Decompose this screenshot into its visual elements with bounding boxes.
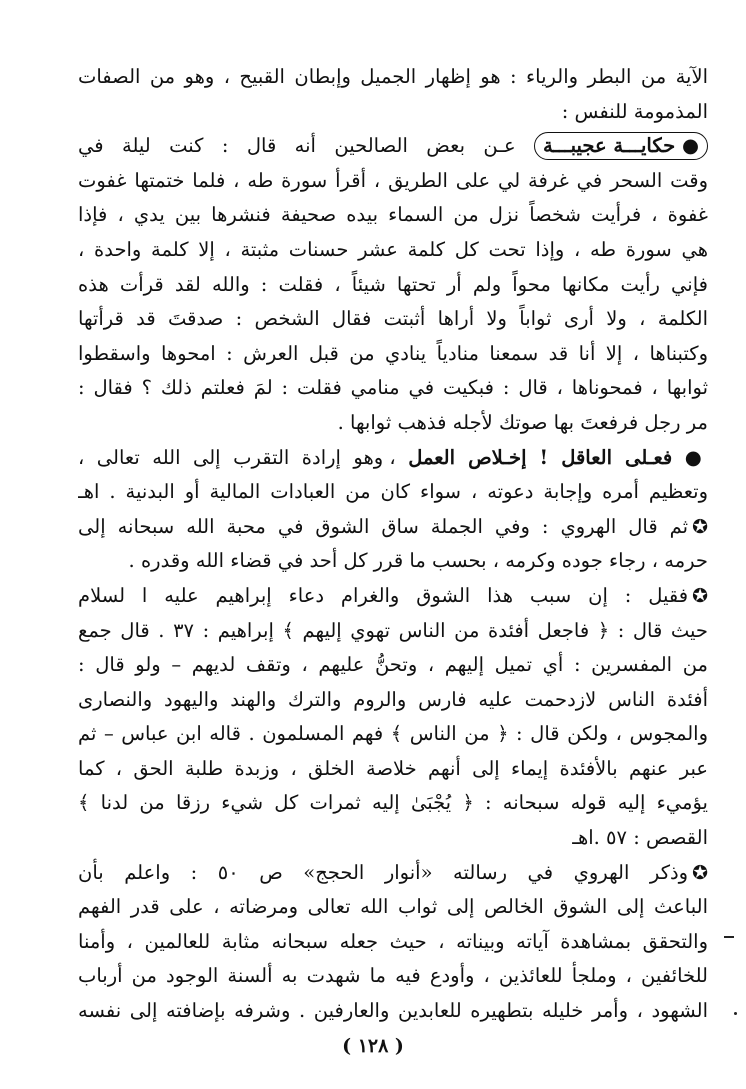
harawi-line (78, 510, 708, 545)
text-line: مر رجل فرفعتَ بها صوتك لأجله فذهب ثوابها . (337, 410, 708, 434)
star-bullet-icon: ✪ (692, 861, 708, 884)
text-line: الكلمة ، ولا أرى ثواباً ولا أراها أثبتت فقال الشخص : صدقتَ قد قرأتها (78, 307, 708, 331)
qil-line (78, 579, 708, 614)
story-line (78, 129, 708, 164)
text-line: حيث قال : ﴿ فاجعل أفئدة من الناس تهوي إليهم ﴾ إبراهيم : ٣٧ . قال جمع (78, 618, 708, 642)
text-line: من المفسرين : أي تميل إليهم ، وتحنُّ عليهم ، وتقف لديهم – ولو قال : (78, 653, 708, 677)
text-line: والتحقق بمشاهدة آياته وبيناته ، حيث جعله سبحانه مثابة للعالمين ، وأمنا (78, 929, 708, 953)
text-line: غفوة ، فرأيت شخصاً نزل من السماء بيده صحيفة فنشرها بين يدي ، فإذا (78, 203, 708, 227)
qil-text: فقيل : إن سبب هذا الشوق والغرام دعاء إبراهيم عليه ا لسلام (78, 583, 689, 607)
harawi-text: ثم قال الهروي : وفي الجملة ساق الشوق في محبة الله سبحانه إلى (78, 514, 689, 538)
text-line: وقت السحر في غرفة لي على الطريق ، أقرأ سورة طه ، فلما ختمتها غفوت (78, 168, 708, 192)
text-line: المذمومة للنفس : (561, 99, 708, 123)
margin-dot (734, 1012, 737, 1015)
star-bullet-icon: ✪ (692, 584, 708, 607)
text-line: القصص : ٥٧ .اهـ (572, 826, 708, 850)
story-heading: حكايـــة عجيبـــة (543, 134, 676, 158)
text-line: ثوابها ، فمحوناها ، قال : فبكيت في منامي فقلت : لمَ فعلتم ذلك ؟ فقال : (78, 376, 708, 400)
bullet-icon: ● (684, 445, 708, 469)
dhakar-line (78, 856, 708, 891)
text-line: للخائفين ، وملجأ للعائذين ، وأودع فيه ما شهدت به ألسنة الوجود من أرباب (78, 964, 708, 988)
text-line: يؤميء إليه قوله سبحانه : ﴿ يُجْبَىٰ إليه ثمرات كل شيء رزقا من لدنا ﴾ (78, 791, 708, 815)
dhakar-text: وذكر الهروي في رسالته «أنوار الحجج» ص ٥٠ : واعلم بأن (78, 860, 689, 884)
star-bullet-icon: ✪ (692, 515, 708, 538)
story-heading-box (534, 132, 708, 160)
margin-mark (724, 936, 734, 938)
ikhlas-line (78, 441, 708, 476)
text-line: الشهود ، وأمر خليله بتطهيره للعابدين والعارفين . وشرفه بإضافته إلى نفسه (78, 999, 708, 1023)
page-body (78, 60, 708, 1023)
text-line: هي سورة طه ، وإذا تحت كل كلمة عشر حسنات مثبتة ، إلا كلمة واحدة ، (78, 237, 708, 261)
ikhlas-heading: فعـلى العاقل ! إخـلاص العمل (408, 445, 673, 469)
text-line: حرمه ، رجاء جوده وكرمه ، بحسب ما قرر كل أحد في قضاء الله وقدره . (128, 549, 708, 573)
text-line: فإني رأيت مكانها محواً ولم أر تحتها شيئاً ، فقلت : والله لقد قرأت هذه (78, 272, 708, 296)
text-line: والمجوس ، ولكن قال : ﴿ من الناس ﴾ فهم المسلمون . قاله ابن عباس – ثم (78, 722, 708, 746)
text-line: وكتبناها ، إلا أنا قد سمعنا منادياً ينادي من قبل العرش : امحوها واسقطوا (78, 341, 708, 365)
text-line: الباعث إلى الشوق الخالص إلى ثواب الله تعالى ومرضاته ، على قدر الفهم (78, 895, 708, 919)
ikhlas-text: ، وهو إرادة التقرب إلى الله تعالى ، (78, 445, 396, 469)
text-line: الآية من البطر والرياء : هو إظهار الجميل وإبطان القبيح ، وهو من الصفات (78, 65, 708, 88)
text-line: وتعظيم أمره وإجابة دعوته ، سواء كان من العبادات المالية أو البدنية . اهـ (78, 480, 708, 504)
page-number: ( ١٢٨ ) (342, 1035, 404, 1057)
text-line: أفئدة الناس لازدحمت عليه فارس والروم والترك والهند واليهود والنصارى (78, 687, 708, 711)
bullet-icon: ● (681, 134, 699, 158)
text-line: عبر عنهم بالأفئدة إيماء إلى أنهم خلاصة الخلق ، وزبدة طلبة الحق ، كما (78, 756, 708, 780)
story-text: عـن بعض الصالحين أنه قال : كنت ليلة في (78, 134, 516, 158)
